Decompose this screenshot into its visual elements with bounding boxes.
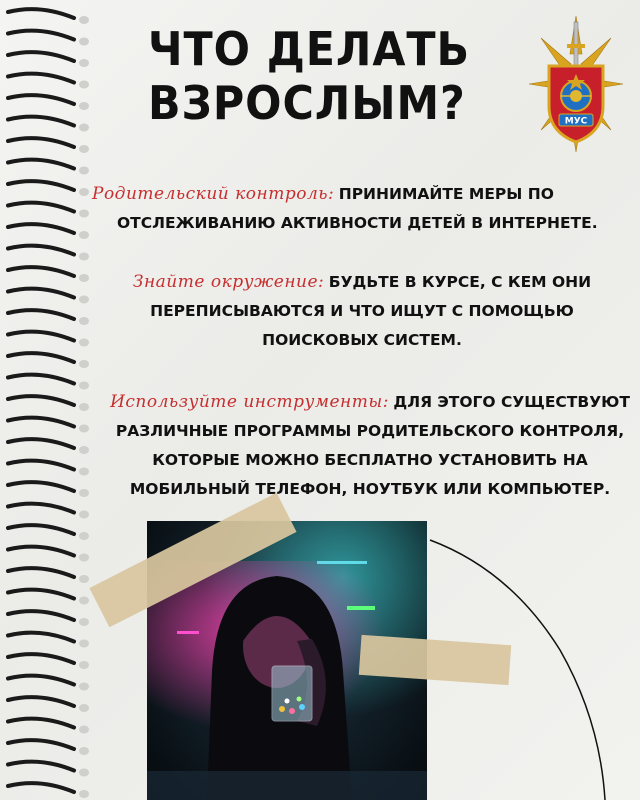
- spiral-coil: [8, 224, 74, 233]
- spiral-coil: [8, 160, 74, 169]
- tip-3-text-1: ДЛЯ ЭТОГО СУЩЕСТВУЮТ: [393, 393, 630, 411]
- spiral-hole: [79, 59, 89, 67]
- spiral-coil: [8, 482, 74, 491]
- spiral-coil: [8, 74, 74, 83]
- spiral-coil: [8, 418, 74, 427]
- spiral-coil: [8, 676, 74, 685]
- tip-parental-control: [92, 180, 632, 237]
- spiral-coil: [8, 611, 74, 620]
- spiral-coil: [8, 654, 74, 663]
- spiral-coil: [8, 289, 74, 298]
- title-line-1: ЧТО ДЕЛАТЬ: [148, 22, 471, 76]
- spiral-hole: [79, 81, 89, 89]
- tip-1-text-2: ОТСЛЕЖИВАНИЮ АКТИВНОСТИ ДЕТЕЙ В ИНТЕРНЕТЕ.: [117, 214, 598, 232]
- spiral-hole: [79, 382, 89, 390]
- spiral-hole: [79, 747, 89, 755]
- spiral-coil: [8, 461, 74, 470]
- tip-know-environment: [112, 268, 612, 355]
- spiral-hole: [79, 726, 89, 734]
- spiral-hole: [79, 511, 89, 519]
- spiral-hole: [79, 554, 89, 562]
- tip-3-text-4: МОБИЛЬНЫЙ ТЕЛЕФОН, НОУТБУК ИЛИ КОМПЬЮТЕР.: [129, 480, 611, 498]
- spiral-coil: [8, 267, 74, 276]
- spiral-hole: [79, 188, 89, 196]
- spiral-hole: [79, 640, 89, 648]
- spiral-coil: [8, 504, 74, 513]
- spiral-hole: [79, 360, 89, 368]
- spiral-hole: [79, 769, 89, 777]
- spiral-hole: [79, 16, 89, 24]
- spiral-hole: [79, 468, 89, 476]
- spiral-coil: [8, 332, 74, 341]
- spiral-coil: [8, 31, 74, 40]
- spiral-hole: [79, 425, 89, 433]
- spiral-hole: [79, 167, 89, 175]
- spiral-coil: [8, 375, 74, 384]
- spiral-coil: [8, 783, 74, 792]
- spiral-coil: [8, 697, 74, 706]
- tip-2-text-2: ПЕРЕПИСЫВАЮТСЯ И ЧТО ИЩУТ С ПОМОЩЬЮ: [150, 302, 574, 320]
- spiral-hole: [79, 403, 89, 411]
- tip-2-text-1: БУДЬТЕ В КУРСЕ, С КЕМ ОНИ: [328, 273, 592, 291]
- spiral-binding: [0, 0, 110, 800]
- police-emblem-logo: [527, 14, 625, 154]
- tip-1-heading: Родительский контроль:: [92, 184, 335, 204]
- tip-1-text-1: ПРИНИМАЙТЕ МЕРЫ ПО: [338, 185, 554, 203]
- spiral-hole: [79, 124, 89, 132]
- spiral-hole: [79, 446, 89, 454]
- spiral-hole: [79, 145, 89, 153]
- spiral-coil: [8, 52, 74, 61]
- spiral-hole: [79, 296, 89, 304]
- spiral-coil: [8, 9, 74, 18]
- spiral-coil: [8, 181, 74, 190]
- spiral-hole: [79, 532, 89, 540]
- spiral-hole: [79, 274, 89, 282]
- spiral-coil: [8, 740, 74, 749]
- spiral-coil: [8, 396, 74, 405]
- spiral-hole: [79, 661, 89, 669]
- spiral-coil: [8, 633, 74, 642]
- spiral-coil: [8, 762, 74, 771]
- spiral-coil: [8, 568, 74, 577]
- spiral-coil: [8, 203, 74, 212]
- spiral-coil: [8, 525, 74, 534]
- spiral-coil: [8, 95, 74, 104]
- spiral-hole: [79, 339, 89, 347]
- spiral-hole: [79, 489, 89, 497]
- spiral-hole: [79, 618, 89, 626]
- spiral-coil: [8, 719, 74, 728]
- spiral-coil: [8, 547, 74, 556]
- page-title: [148, 22, 492, 130]
- spiral-hole: [79, 597, 89, 605]
- spiral-hole: [79, 231, 89, 239]
- tip-3-text-2: РАЗЛИЧНЫЕ ПРОГРАММЫ РОДИТЕЛЬСКОГО КОНТРОЛЯ,: [115, 422, 625, 440]
- tip-3-heading: Используйте инструменты:: [110, 392, 389, 412]
- spiral-hole: [79, 790, 89, 798]
- spiral-coil: [8, 590, 74, 599]
- spiral-hole: [79, 102, 89, 110]
- decorative-curve-line: [400, 510, 640, 800]
- tip-2-text-3: ПОИСКОВЫХ СИСТЕМ.: [262, 331, 462, 349]
- spiral-hole: [79, 683, 89, 691]
- spiral-coil: [8, 353, 74, 362]
- tip-2-heading: Знайте окружение:: [132, 272, 325, 292]
- spiral-coil: [8, 138, 74, 147]
- spiral-coil: [8, 439, 74, 448]
- tip-use-tools: [100, 388, 640, 504]
- spiral-coil: [8, 246, 74, 255]
- spiral-coil: [8, 117, 74, 126]
- spiral-hole: [79, 317, 89, 325]
- spiral-hole: [79, 253, 89, 261]
- spiral-hole: [79, 38, 89, 46]
- spiral-hole: [79, 704, 89, 712]
- spiral-coil: [8, 310, 74, 319]
- tip-3-text-3: КОТОРЫЕ МОЖНО БЕСПЛАТНО УСТАНОВИТЬ НА: [152, 451, 588, 469]
- spiral-hole: [79, 575, 89, 583]
- spiral-hole: [79, 210, 89, 218]
- title-line-2: ВЗРОСЛЫМ?: [148, 76, 466, 130]
- emblem-label: МУС: [564, 116, 588, 127]
